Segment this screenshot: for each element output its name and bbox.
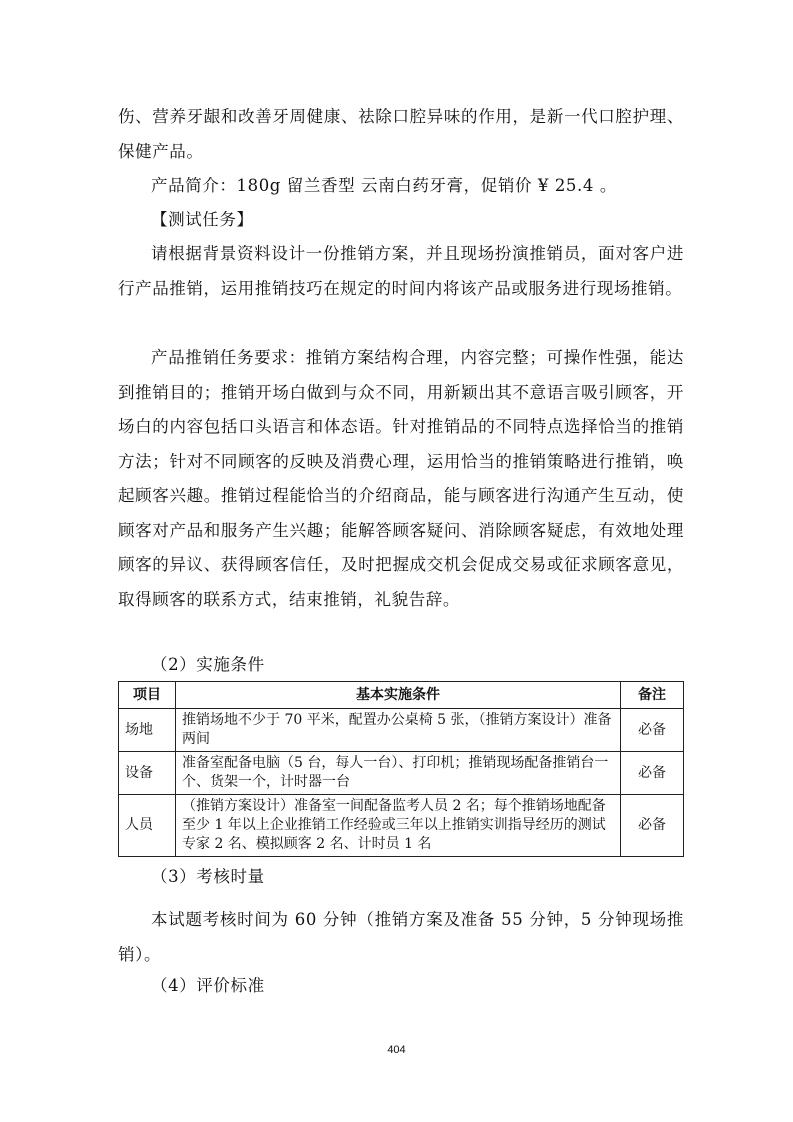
- page-number: 404: [387, 1044, 406, 1056]
- paragraph-task-description: 请根据背景资料设计一份推销方案，并且现场扮演推销员，面对客户进行产品推销，运用推销技巧在规定的时间内将该产品或服务进行现场推销。: [118, 244, 684, 298]
- cell-note: 必备: [621, 752, 684, 795]
- table-row: [119, 795, 684, 857]
- paragraph-product-intro: 产品简介：180g 留兰香型 云南白药牙膏，促销价 ¥ 25.4 。: [151, 176, 617, 195]
- section-title-test-task: 【测试任务】: [151, 210, 254, 229]
- cell-condition: （推销方案设计）准备室一间配备监考人员 2 名；每个推销场地配备至少 1 年以上企业推销工作经验或三年以上推销实训指导经历的测试专家 2 名、模拟顾客 2 名、计时员 1 名: [176, 795, 621, 857]
- cell-note: 必备: [621, 795, 684, 857]
- cell-condition: 推销场地不少于 70 平米，配置办公桌椅 5 张，（推销方案设计）准备两间: [176, 709, 621, 752]
- table-row: [119, 709, 684, 752]
- cell-item: 场地: [119, 709, 176, 752]
- cell-condition: 准备室配备电脑（5 台，每人一台）、打印机；推销现场配备推销台一个、货架一个，计时器一台: [176, 752, 621, 795]
- heading-implementation-conditions: （2）实施条件: [151, 655, 265, 674]
- cell-item: 人员: [119, 795, 176, 857]
- column-header-note: 备注: [621, 682, 684, 709]
- heading-exam-duration: （3）考核时量: [151, 867, 265, 886]
- column-header-item: 项目: [119, 682, 176, 709]
- paragraph-exam-time: 本试题考核时间为 60 分钟（推销方案及准备 55 分钟，5 分钟现场推销）。: [118, 910, 684, 964]
- column-header-condition: 基本实施条件: [176, 682, 621, 709]
- conditions-table: [118, 681, 684, 857]
- paragraph-product-effects: 伤、营养牙龈和改善牙周健康、祛除口腔异味的作用，是新一代口腔护理、保健产品。: [118, 107, 684, 161]
- cell-note: 必备: [621, 709, 684, 752]
- table-header-row: [119, 682, 684, 709]
- heading-evaluation-criteria: （4）评价标准: [151, 976, 265, 995]
- cell-item: 设备: [119, 752, 176, 795]
- paragraph-task-requirements: 产品推销任务要求：推销方案结构合理，内容完整；可操作性强，能达到推销目的；推销开场白做到与众不同，用新颖出其不意语言吸引顾客，开场白的内容包括口头语言和体态语。针对推销品的不同特点选择恰当的推销方法；针对不同顾客的反映及消费心理，运用恰当的推销策略进行推销，唤起顾客兴趣。推销过程能恰当的介绍商品，能与顾客进行沟通产生互动，使顾客对产品和服务产生兴趣；能解答顾客疑问、消除顾客疑虑，有效地处理顾客的异议、获得顾客信任，及时把握成交机会促成交易或征求顾客意见，取得顾客的联系方式，结束推销，礼貌告辞。: [118, 348, 684, 609]
- table-row: [119, 752, 684, 795]
